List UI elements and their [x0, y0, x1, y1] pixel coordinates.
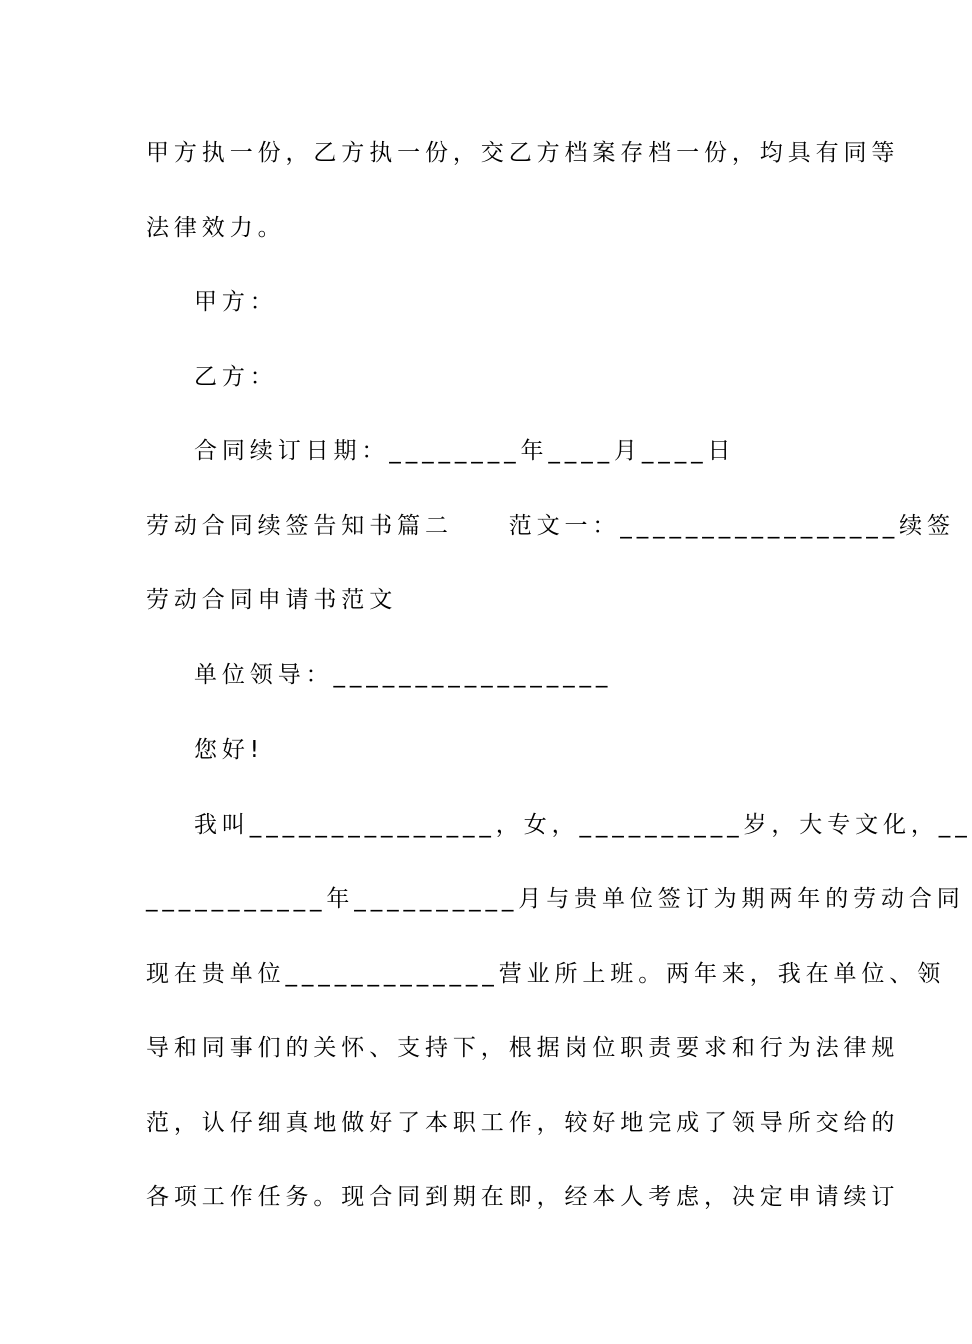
text-line: 甲方执一份，乙方执一份，交乙方档案存档一份，均具有同等: [146, 140, 900, 166]
salutation-line: 单位领导：_________________: [194, 662, 613, 688]
body-text-line: 各项工作任务。现合同到期在即，经本人考虑，决定申请续订: [146, 1184, 900, 1210]
party-b-label: 乙方：: [194, 364, 278, 390]
body-text-line: 导和同事们的关怀、支持下，根据岗位职责要求和行为法律规: [146, 1035, 900, 1061]
body-text-line: 现在贵单位_____________营业所上班。两年来，我在单位、领: [146, 961, 946, 987]
greeting-line: 您好!: [194, 737, 264, 763]
body-text-line: 我叫_______________，女，__________岁，大专文化，__: [194, 812, 972, 838]
section-heading: 劳动合同续签告知书篇二 范文一：_________________续签: [146, 513, 955, 539]
section-heading-continued: 劳动合同申请书范文: [146, 587, 398, 613]
body-text-line: 范，认仔细真地做好了本职工作，较好地完成了领导所交给的: [146, 1110, 900, 1136]
body-text-line: ___________年__________月与贵单位签订为期两年的劳动合同: [146, 886, 965, 912]
party-a-label: 甲方：: [194, 289, 278, 315]
text-line: 法律效力。: [146, 215, 286, 241]
renewal-date-line: 合同续订日期：________年____月____日: [194, 438, 736, 464]
